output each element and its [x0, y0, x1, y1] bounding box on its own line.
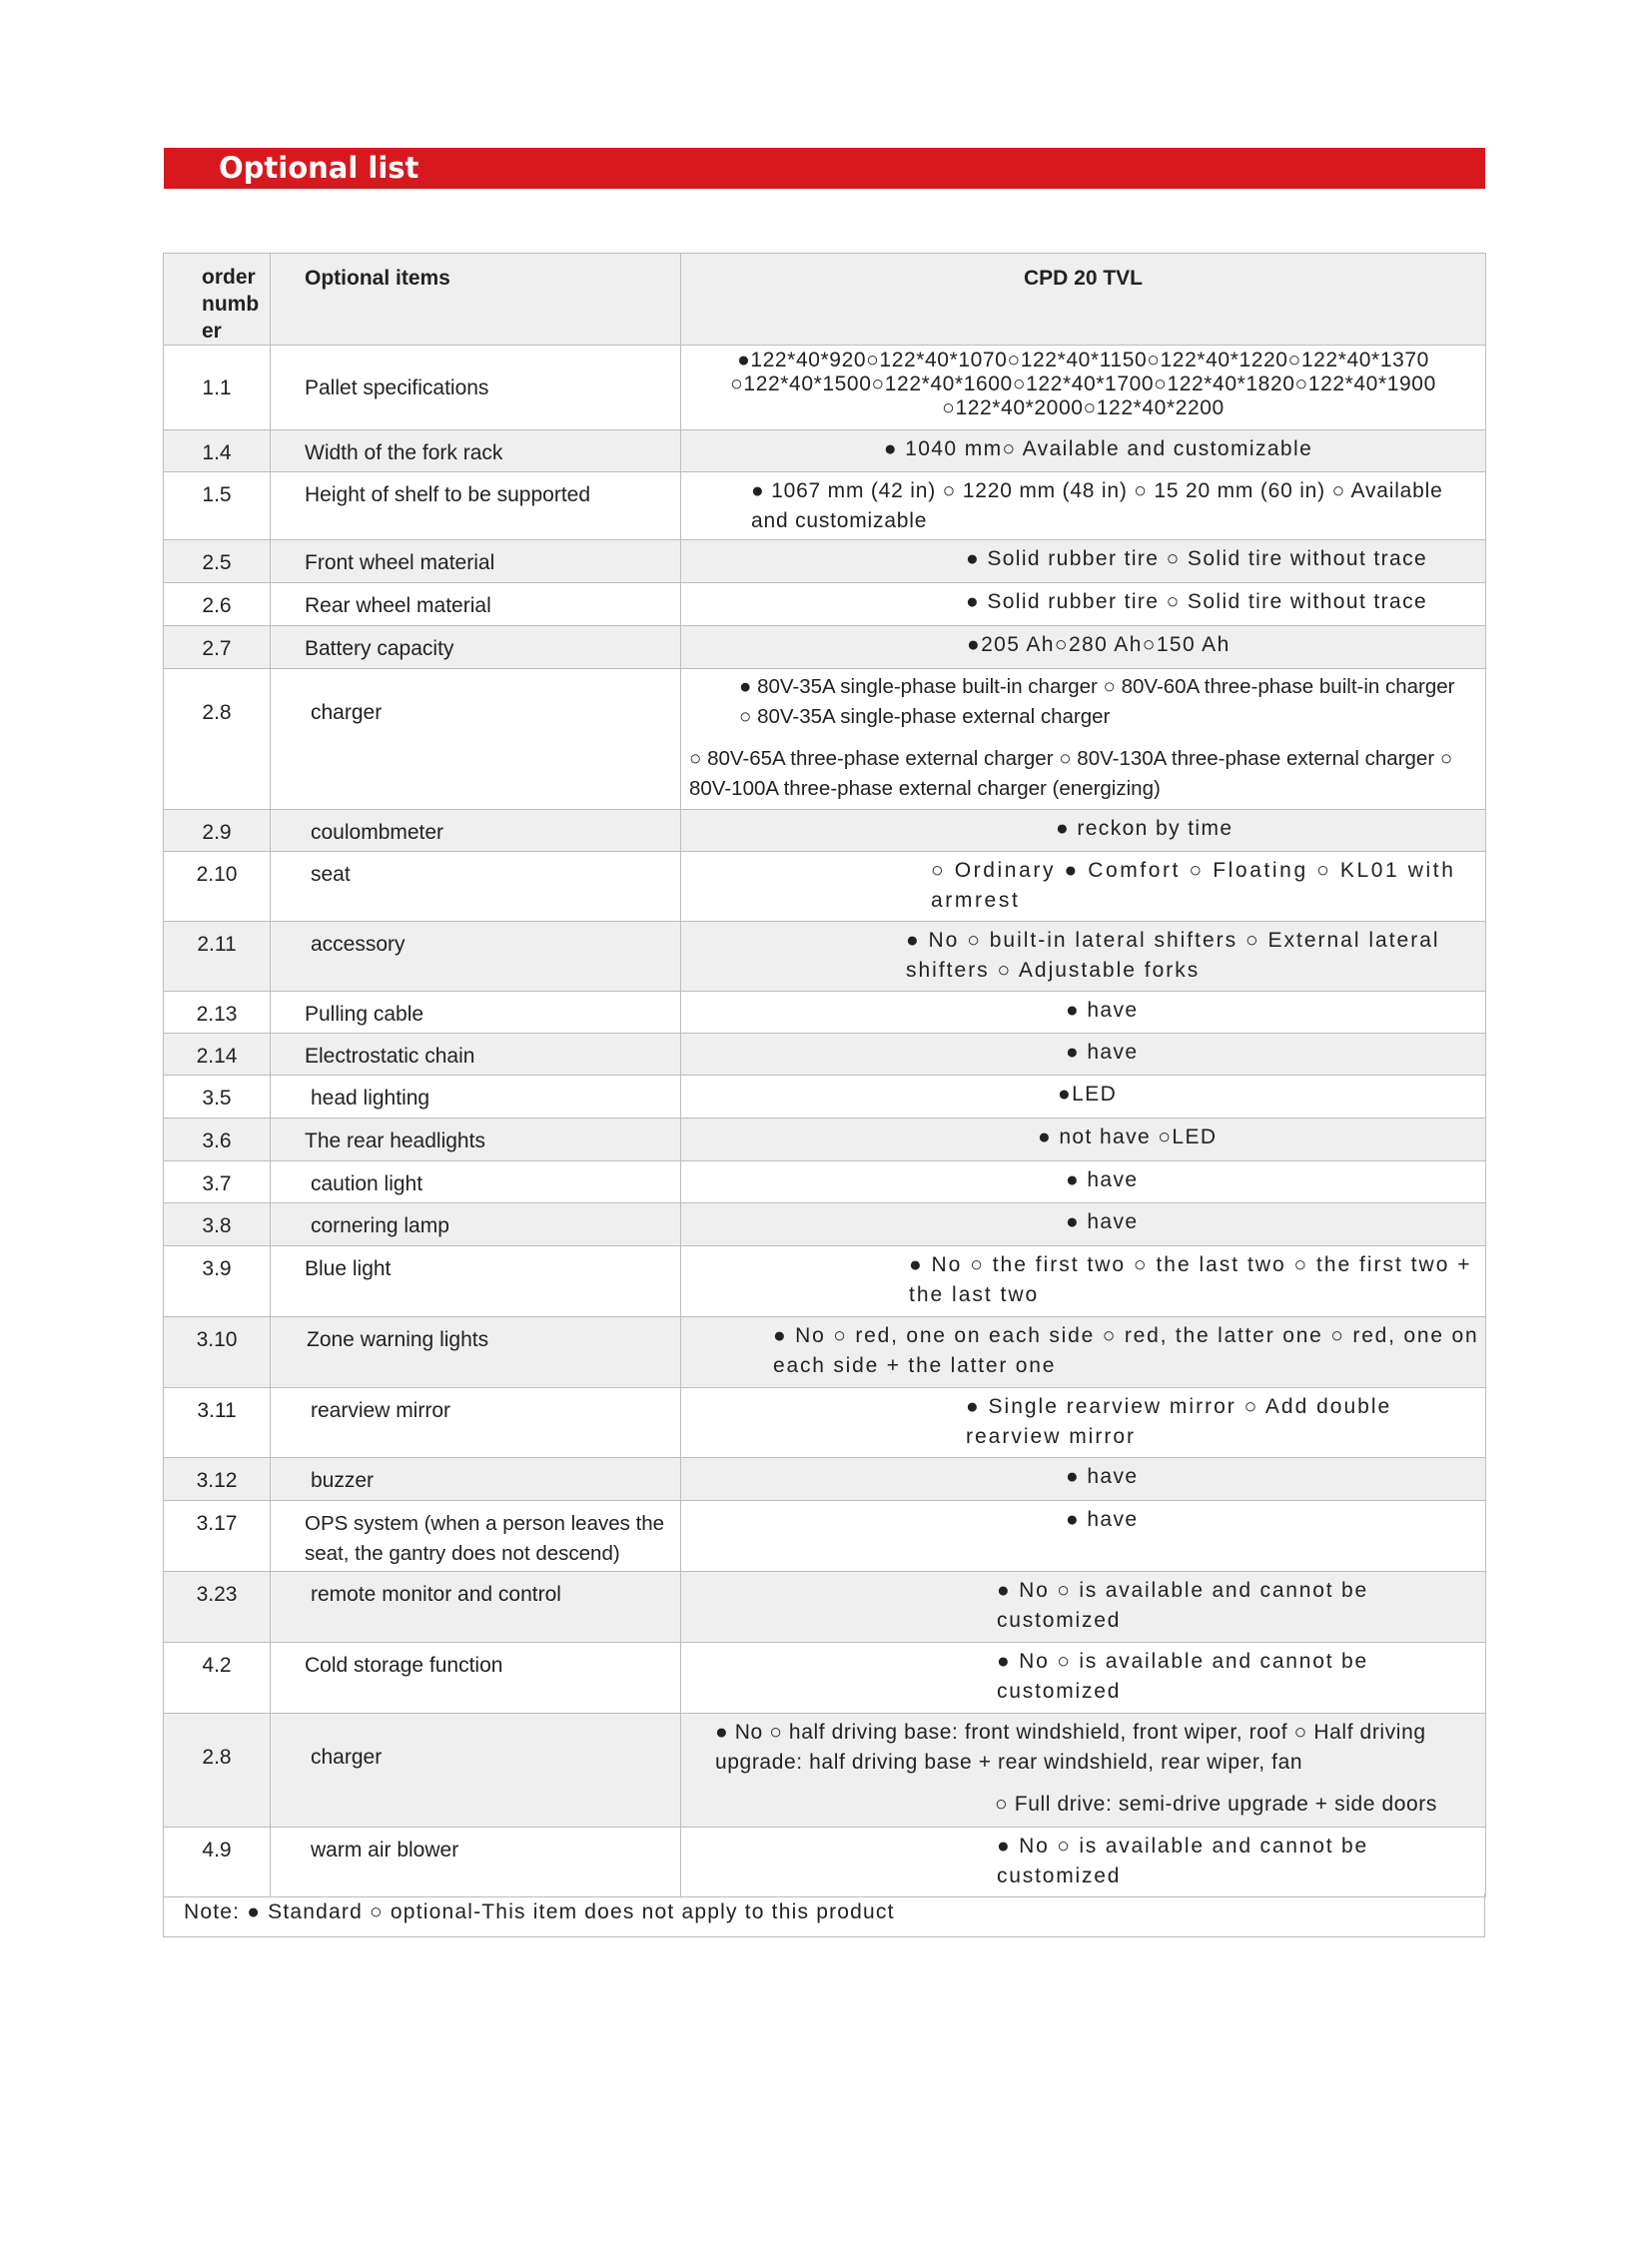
row-item: Zone warning lights — [307, 1328, 489, 1351]
row-number: 1.1 — [202, 376, 232, 399]
row-option: ● reckon by time — [1056, 817, 1234, 840]
row-option: ● No ○ is available and cannot be customized — [997, 1835, 1368, 1887]
row-item: seat — [311, 863, 351, 886]
row-item: accessory — [311, 933, 406, 956]
row-number: 2.13 — [196, 1003, 238, 1026]
row-option: ● 80V-35A single-phase built-in charger ○ 80V-60A three-phase built-in charger ○ 80V-35A single-phase external charger — [739, 675, 1455, 728]
row-number: 3.17 — [196, 1512, 238, 1535]
row-number: 2.11 — [197, 933, 237, 956]
table-row — [164, 346, 1486, 430]
row-number: 3.5 — [202, 1087, 232, 1110]
row-number: 2.14 — [196, 1045, 238, 1068]
table-row — [164, 626, 1486, 669]
row-number: 4.2 — [202, 1654, 232, 1677]
row-number: 2.7 — [202, 637, 232, 660]
row-option: ● No ○ half driving base: front windshield, front wiper, roof ○ Half driving upgrade: half driving base + rear windshield, rear wiper, fan — [715, 1721, 1426, 1774]
row-item: rearview mirror — [311, 1399, 451, 1422]
row-number: 1.5 — [202, 483, 232, 506]
row-item: Pulling cable — [305, 1003, 424, 1026]
row-item: charger — [311, 1746, 383, 1769]
row-item: charger — [311, 701, 383, 724]
row-option: ● 1067 mm (42 in) ○ 1220 mm (48 in) ○ 15 20 mm (60 in) ○ Available and customizable — [751, 479, 1443, 532]
table-row — [164, 540, 1486, 583]
row-number: 2.8 — [202, 1746, 232, 1769]
row-item: Width of the fork rack — [305, 441, 503, 464]
row-option: ●122*40*920○122*40*1070○122*40*1150○122*40*1220○122*40*1370 ○122*40*1500○122*40*1600○122*40*1700○122*40*1820○122*40*1900 ○122*40*2000○122*40*2200 — [730, 349, 1436, 419]
row-number: 3.11 — [197, 1399, 237, 1422]
row-option: ● No ○ red, one on each side ○ red, the latter one ○ red, one on each side + the latter one — [773, 1324, 1479, 1377]
row-item: coulombmeter — [311, 821, 444, 844]
table-row — [164, 1119, 1486, 1161]
row-item: Blue light — [305, 1257, 392, 1280]
row-option: ● Single rearview mirror ○ Add double rearview mirror — [966, 1395, 1392, 1448]
row-option: ● No ○ is available and cannot be customized — [997, 1650, 1368, 1703]
table-row — [164, 1501, 1486, 1572]
legend-note-text: Note: ● Standard ○ optional-This item does not apply to this product — [184, 1900, 895, 1923]
table-row — [164, 1572, 1486, 1643]
row-item: remote monitor and control — [311, 1583, 561, 1606]
row-number: 2.9 — [202, 821, 232, 844]
row-item: cornering lamp — [311, 1214, 449, 1237]
row-option-extra: ○ 80V-65A three-phase external charger ○ 80V-130A three-phase external charger ○ 80V-100A three-phase external charger (energizing) — [689, 747, 1453, 800]
table-row — [164, 472, 1486, 540]
row-option: ● have — [1066, 999, 1139, 1022]
row-option: ●205 Ah○280 Ah○150 Ah — [967, 633, 1231, 656]
row-option: ● have — [1066, 1168, 1139, 1191]
row-number: 2.5 — [202, 551, 232, 574]
row-number: 2.6 — [202, 594, 232, 617]
table-row — [164, 430, 1486, 472]
table-row — [164, 1034, 1486, 1076]
table-row — [164, 1714, 1486, 1828]
table-row — [164, 1388, 1486, 1458]
row-item: The rear headlights — [305, 1129, 485, 1152]
row-option-extra: ○ Full drive: semi-drive upgrade + side doors — [995, 1793, 1437, 1816]
row-option: ● No ○ is available and cannot be customized — [997, 1579, 1368, 1632]
table-row — [164, 1161, 1486, 1203]
header-item: Optional items — [271, 254, 681, 346]
row-option: ● Solid rubber tire ○ Solid tire without trace — [966, 547, 1428, 570]
table-row — [164, 1203, 1486, 1246]
header-model: CPD 20 TVL — [681, 254, 1486, 346]
table-row — [164, 583, 1486, 626]
row-option: ● have — [1066, 1465, 1139, 1488]
row-number: 3.9 — [202, 1257, 232, 1280]
row-number: 2.8 — [202, 701, 232, 724]
row-item: Rear wheel material — [305, 594, 491, 617]
row-option: ● have — [1066, 1210, 1139, 1233]
row-option: ○ Ordinary ● Comfort ○ Floating ○ KL01 with armrest — [931, 859, 1456, 912]
row-option: ● Solid rubber tire ○ Solid tire without trace — [966, 590, 1428, 613]
row-number: 3.23 — [196, 1583, 238, 1606]
row-option: ● 1040 mm○ Available and customizable — [883, 437, 1313, 460]
table-row — [164, 810, 1486, 852]
header-order: order numb er — [164, 254, 271, 346]
row-item: head lighting — [311, 1087, 430, 1110]
row-number: 1.4 — [202, 441, 232, 464]
row-number: 3.12 — [196, 1469, 238, 1492]
section-banner — [164, 148, 1485, 189]
table-row — [164, 1458, 1486, 1501]
row-item: Cold storage function — [305, 1654, 503, 1677]
row-item: Battery capacity — [305, 637, 454, 660]
row-item: Pallet specifications — [305, 376, 489, 399]
row-number: 3.6 — [202, 1129, 232, 1152]
table-row — [164, 1317, 1486, 1388]
table-row — [164, 992, 1486, 1034]
legend-note — [163, 1893, 1485, 1937]
row-number: 3.10 — [196, 1328, 238, 1351]
row-item: caution light — [311, 1172, 423, 1195]
table-row — [164, 852, 1486, 922]
row-option: ● No ○ the first two ○ the last two ○ the first two + the last two — [909, 1253, 1472, 1306]
row-number: 3.8 — [202, 1214, 232, 1237]
table-row — [164, 1076, 1486, 1119]
optional-list-table — [163, 253, 1486, 1897]
table-row — [164, 922, 1486, 992]
row-item: Front wheel material — [305, 551, 495, 574]
row-item: OPS system (when a person leaves the seat, the gantry does not descend) — [305, 1512, 665, 1565]
row-item: Height of shelf to be supported — [305, 483, 591, 506]
row-option: ● No ○ built-in lateral shifters ○ External lateral shifters ○ Adjustable forks — [906, 929, 1440, 982]
row-option: ● have — [1066, 1041, 1139, 1064]
row-item: warm air blower — [311, 1839, 459, 1862]
table-row — [164, 669, 1486, 810]
row-number: 3.7 — [202, 1172, 232, 1195]
row-number: 2.10 — [196, 863, 238, 886]
row-number: 4.9 — [202, 1839, 232, 1862]
row-item: Electrostatic chain — [305, 1045, 475, 1068]
table-row — [164, 1828, 1486, 1897]
row-option: ● have — [1066, 1508, 1139, 1531]
row-option: ● not have ○LED — [1038, 1125, 1218, 1148]
row-option: ●LED — [1058, 1083, 1118, 1106]
row-item: buzzer — [311, 1469, 375, 1492]
table-header-row — [164, 254, 1486, 346]
table-row — [164, 1246, 1486, 1317]
table-row — [164, 1643, 1486, 1714]
section-title: Optional list — [219, 151, 419, 185]
